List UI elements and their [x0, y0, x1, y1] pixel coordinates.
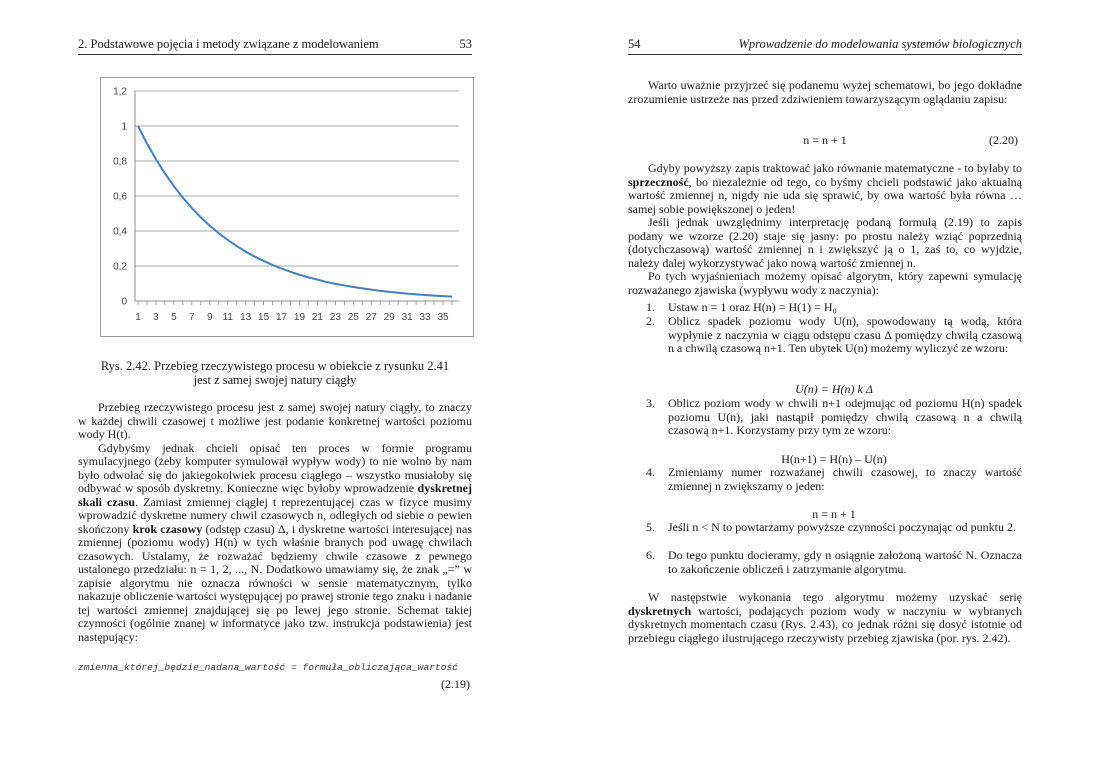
x-tick-label: 5 — [171, 312, 177, 323]
paragraph-b: Jeśli jednak uwzględnimy interpretację podaną formułą (2.19) to zapis podany we wzorze (2.20) staje się jasny: po prostu należy wziąć poprzednią (dotychczasową) wartość zmiennej n i zwiększyć ją o 1, zaś to, co wyjdzie, należy dalej wykorzystywać jako nową wartość zmiennej n. — [628, 215, 1022, 270]
step-6 — [646, 549, 1022, 576]
step-number: 6. — [646, 548, 655, 562]
right-body — [628, 162, 1022, 297]
step-text: Zmieniamy numer rozważanej chwili czasowej, to znaczy wartość zmiennej n zwiększamy o jeden: — [668, 465, 1022, 493]
left-header-title: 2. Podstawowe pojęcia i metody związane z modelowaniem — [78, 37, 379, 51]
left-body — [78, 401, 472, 644]
caption-line-2: jest z samej swojej natury ciągły — [193, 373, 357, 387]
step-2 — [646, 315, 1022, 356]
y-tick-label: 0 — [121, 296, 127, 308]
p2-text-c: (odstęp czasu) Δ, i dyskretne wartości interesującej nas zmiennej (poziomu wody) H(n) w tych właśnie branych pod uwagę chwilach czasowych. Ustalamy, że rozważać będziemy chwile czasowe z pewnego ustalonego przedziału: n = 1, 2, ..., N. Dodatkowo umawiamy się, że znak „=” w zapisie algorytmu nie oznacza równości w sensie matematycznym, tylko nakazuje obliczenie wartości występującej po prawej stronie tego znaku i nadanie tej wartości zmiennej znajdującej się po lewej jego stronie. Schemat takiej czynności (ogólnie znanej w informatyce jako tzw. instrukcja podstawienia) jest następujący: — [78, 521, 472, 644]
series-line — [138, 126, 452, 297]
closing-b: wartości, podających poziom wody w naczyniu w wybranych dyskretnych momentach czasu (Rys. 2.43), co jednak różni się dosyć istotnie od przebiegu ciągłego ilustrującego rzeczywisty przebieg zjawiska (por. rys. 2.42). — [628, 603, 1022, 645]
equation-number-2-20: (2.20) — [989, 133, 1018, 147]
x-tick-label: 23 — [329, 312, 341, 323]
y-tick-label: 1 — [121, 121, 127, 133]
equation-number-2-19: (2.19) — [441, 677, 470, 691]
y-tick-label: 0,8 — [113, 156, 127, 168]
y-tick-label: 0,2 — [113, 261, 127, 273]
step-number: 5. — [646, 520, 655, 534]
left-running-header — [78, 37, 472, 55]
right-running-header — [628, 37, 1022, 55]
step-text: Do tego punktu docieramy, gdy n osiągnie założoną wartość N. Oznacza to zakończenie obliczeń i zatrzymanie algorytmu. — [668, 548, 1022, 576]
right-header-title: Wprowadzenie do modelowania systemów biologicznych — [738, 37, 1022, 51]
y-tick-label: 0,6 — [113, 191, 127, 203]
formula-h: H(n+1) = H(n) – U(n) — [781, 452, 887, 466]
y-tick-label: 0,4 — [113, 226, 127, 238]
chart-svg — [101, 78, 473, 336]
x-tick-label: 19 — [293, 312, 306, 323]
step-text: Oblicz poziom wody w chwili n+1 odejmując od poziomu H(n) spadek poziomu U(n), jaki nastąpił pomiędzy chwilą czasową n a chwilą czasową n+1. Korzystamy przy tym ze wzoru: — [668, 396, 1022, 437]
x-tick-label: 17 — [275, 312, 288, 323]
x-tick-label: 29 — [383, 312, 395, 323]
step-number: 1. — [646, 300, 655, 314]
x-tick-label: 11 — [222, 312, 233, 323]
x-tick-label: 35 — [437, 312, 449, 323]
p2-text-a: Gdybyśmy jednak chcieli opisać ten proces w formie programu symulacyjnego (żeby komputer symulował wypływ wody) to nie wolno by nam było odwołać się do jakiegokolwiek procesu ciągłego – wszystko musiałoby się odbywać w sposób dyskretny. Konieczne więc byłoby wprowadzenie — [78, 440, 472, 495]
x-tick-label: 3 — [153, 312, 159, 323]
intro-paragraph: Warto uważnie przyjrzeć się podanemu wyżej schematowi, bo jego dokładne zrozumienie ustrzeże nas przed zdziwieniem towarzyszącym oglądaniu zapisu: — [628, 78, 1022, 106]
x-tick-label: 21 — [311, 312, 323, 323]
p2-bold-2: krok czasowy — [132, 521, 203, 536]
x-tick-label: 13 — [240, 312, 252, 323]
paragraph-a — [628, 162, 1022, 216]
x-tick-label: 27 — [365, 312, 377, 323]
step-text: Oblicz spadek poziomu wody U(n), spowodowany tą wodą, która wypłynie z naczynia w ciągu odstępu czasu Δ pomiędzy chwilą czasową n a chwilą czasową n+1. Ten ubytek U(n) możemy wyliczyć ze wzoru: — [668, 314, 1022, 355]
step-3 — [646, 397, 1022, 438]
x-tick-label: 1 — [135, 312, 141, 323]
figure-caption — [78, 359, 472, 387]
step-1 — [646, 301, 1022, 315]
step-4 — [646, 466, 1022, 493]
x-tick-label: 15 — [258, 312, 270, 323]
x-tick-label: 9 — [206, 312, 213, 323]
closing-paragraph — [628, 591, 1022, 645]
right-intro — [628, 79, 1022, 106]
eq1-text: n = n + 1 — [803, 133, 847, 147]
paragraph-1: Przebieg rzeczywistego procesu jest z samej swojej natury ciągły, to znaczy w każdej chwili czasowej t możliwe jest podanie konkretnej wartości poziomu wody H(t). — [78, 400, 472, 441]
step-number: 3. — [646, 396, 655, 410]
p2-bold-1: dyskretnej skali czasu — [78, 481, 472, 509]
paragraph-c: Po tych wyjaśnieniach możemy opisać algorytm, który zapewni symulację rozważanego zjawiska (wypływu wody z naczynia): — [628, 269, 1022, 297]
equation-2-20 — [628, 133, 1022, 148]
formula-u: U(n) = H(n) k Δ — [795, 382, 873, 396]
right-page-number: 54 — [628, 37, 641, 51]
step-text: Ustaw n = 1 oraz H(n) = H(1) = H₀ — [668, 300, 837, 314]
line-chart — [100, 77, 474, 337]
x-tick-label: 7 — [189, 312, 195, 323]
step-number: 4. — [646, 465, 655, 479]
assignment-schema: zmienna_której_będzie_nadana_wartość = formuła_obliczająca_wartość — [78, 662, 458, 673]
paragraph-2 — [78, 442, 472, 645]
pa-text-1: Gdyby powyższy zapis traktować jako równanie matematyczne - to byłaby to — [648, 161, 1022, 175]
left-page-number: 53 — [459, 37, 472, 51]
pa-text-2: , bo niezależnie od tego, co byśmy chcieli podstawić jako aktualną wartość zmiennej n, nigdy nie uda się sprawić, by owa wartość była równa … samej sobie powiększonej o jeden! — [628, 174, 1022, 216]
closing-a: W następstwie wykonania tego algorytmu możemy uzyskać serię — [648, 590, 1022, 604]
p2-text-b: . Zamiast zmiennej ciągłej t reprezentującej czas w fizyce musimy wprowadzić dyskretne numery chwil czasowych n, odległych od siebie o pewien skończony — [78, 494, 472, 536]
step-number: 2. — [646, 314, 655, 328]
caption-line-1: Rys. 2.42. Przebieg rzeczywistego procesu w obiekcie z rysunku 2.41 — [100, 359, 450, 373]
y-tick-label: 1,2 — [113, 86, 127, 98]
closing-bold: dyskretnych — [628, 603, 692, 618]
x-tick-label: 25 — [347, 312, 359, 323]
x-tick-label: 31 — [401, 312, 413, 323]
closing-text — [628, 591, 1022, 645]
step-text: Jeśli n < N to powtarzamy powyższe czynności poczynając od punktu 2. — [668, 520, 1017, 534]
formula-n: n = n + 1 — [812, 507, 856, 521]
step-5 — [646, 521, 1022, 535]
x-tick-label: 33 — [419, 312, 431, 323]
pa-bold: sprzeczność — [628, 174, 689, 189]
